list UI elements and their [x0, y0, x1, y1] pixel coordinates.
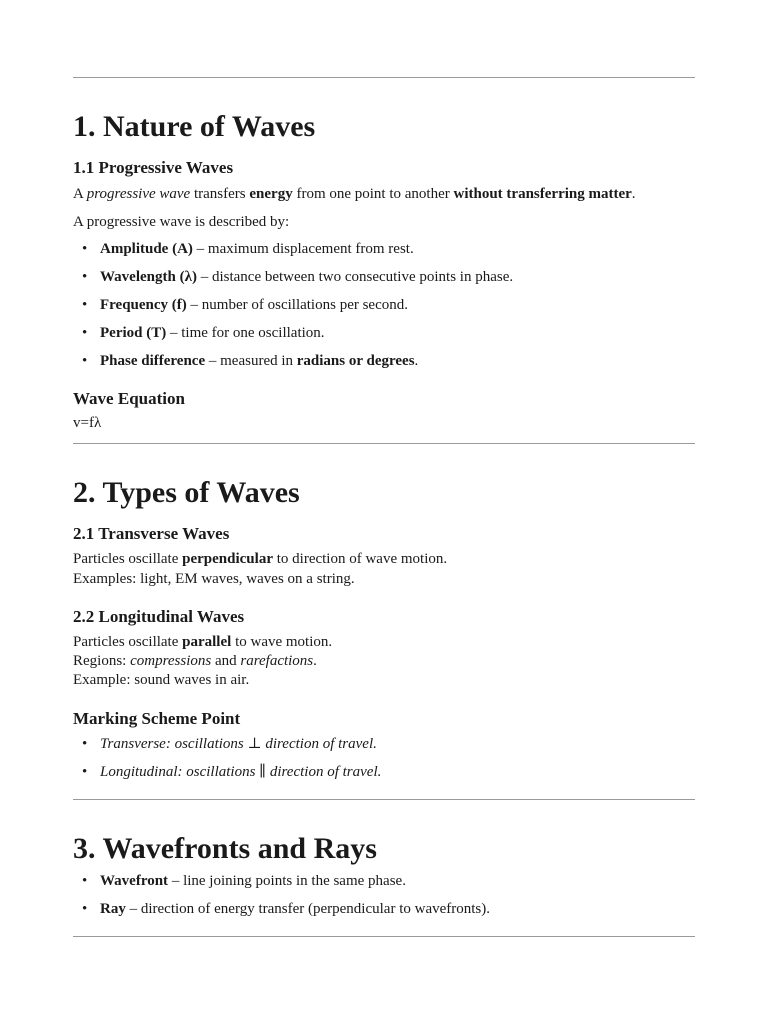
description: – maximum displacement from rest. — [192, 241, 414, 257]
strong: perpendicular — [182, 551, 273, 567]
emphasis: compressions — [130, 653, 212, 669]
wave-equation: v=fλ — [73, 415, 102, 431]
longitudinal-line-2 — [73, 651, 317, 671]
transverse-line-1 — [73, 549, 447, 569]
term: Ray — [100, 901, 126, 917]
list-item — [100, 351, 418, 371]
strong: parallel — [182, 634, 232, 650]
list-item: • Transverse: oscillations ⊥ direction of travel. — [100, 734, 377, 754]
description: – line joining points in the same phase. — [168, 873, 406, 889]
divider — [73, 443, 695, 444]
term: Amplitude (A) — [100, 241, 193, 257]
term: Wavefront — [100, 873, 169, 889]
transverse-line-2: Examples: light, EM waves, waves on a string. — [73, 571, 355, 587]
text: transfers — [190, 186, 250, 202]
paragraph-described-by: A progressive wave is described by: — [73, 214, 290, 230]
emphasis: progressive wave — [86, 186, 191, 202]
list-item — [100, 267, 513, 287]
list-item — [100, 323, 325, 343]
text: to wave motion. — [231, 634, 333, 650]
description: – distance between two consecutive points in phase. — [196, 269, 514, 285]
description: – time for one oscillation. — [166, 325, 325, 341]
section-heading-1: 1. Nature of Waves — [73, 110, 316, 143]
text: to direction of wave motion. — [272, 551, 448, 567]
description: – direction of energy transfer (perpendicular to wavefronts). — [125, 901, 491, 917]
text: . — [631, 186, 636, 202]
divider — [73, 77, 695, 78]
text: A — [73, 186, 87, 202]
subsection-heading-1-1: 1.1 Progressive Waves — [73, 158, 234, 177]
list-item — [100, 899, 490, 919]
term: Frequency (f) — [100, 297, 187, 313]
term: Wavelength (λ) — [100, 269, 197, 285]
longitudinal-line-3: Example: sound waves in air. — [73, 672, 250, 688]
term: Period (T) — [100, 325, 167, 341]
section-heading-2: 2. Types of Waves — [73, 476, 300, 509]
list-item: • Longitudinal: oscillations ∥ direction of travel. — [100, 762, 381, 782]
divider — [73, 799, 695, 800]
strong: without transferring matter — [453, 186, 632, 202]
text: Particles oscillate — [73, 551, 183, 567]
wave-equation-heading: Wave Equation — [73, 389, 185, 408]
list-item — [100, 239, 414, 259]
text: . — [313, 653, 317, 669]
list-item — [100, 295, 408, 315]
paragraph-progressive-wave — [73, 184, 636, 204]
text: and — [211, 653, 241, 669]
text: . — [414, 353, 419, 369]
strong: radians or degrees — [296, 353, 415, 369]
text: Regions: — [73, 653, 131, 669]
divider — [73, 936, 695, 937]
term: Phase difference — [100, 353, 206, 369]
list-item — [100, 871, 406, 891]
description: – number of oscillations per second. — [186, 297, 408, 313]
text: Particles oscillate — [73, 634, 183, 650]
text: from one point to another — [292, 186, 454, 202]
subsection-heading-2-1: 2.1 Transverse Waves — [73, 524, 230, 543]
description: – measured in — [205, 353, 297, 369]
marking-scheme-heading: Marking Scheme Point — [73, 709, 241, 728]
emphasis: rarefactions — [240, 653, 314, 669]
section-heading-3: 3. Wavefronts and Rays — [73, 832, 377, 865]
longitudinal-line-1 — [73, 632, 332, 652]
strong: energy — [249, 186, 293, 202]
subsection-heading-2-2: 2.2 Longitudinal Waves — [73, 607, 245, 626]
